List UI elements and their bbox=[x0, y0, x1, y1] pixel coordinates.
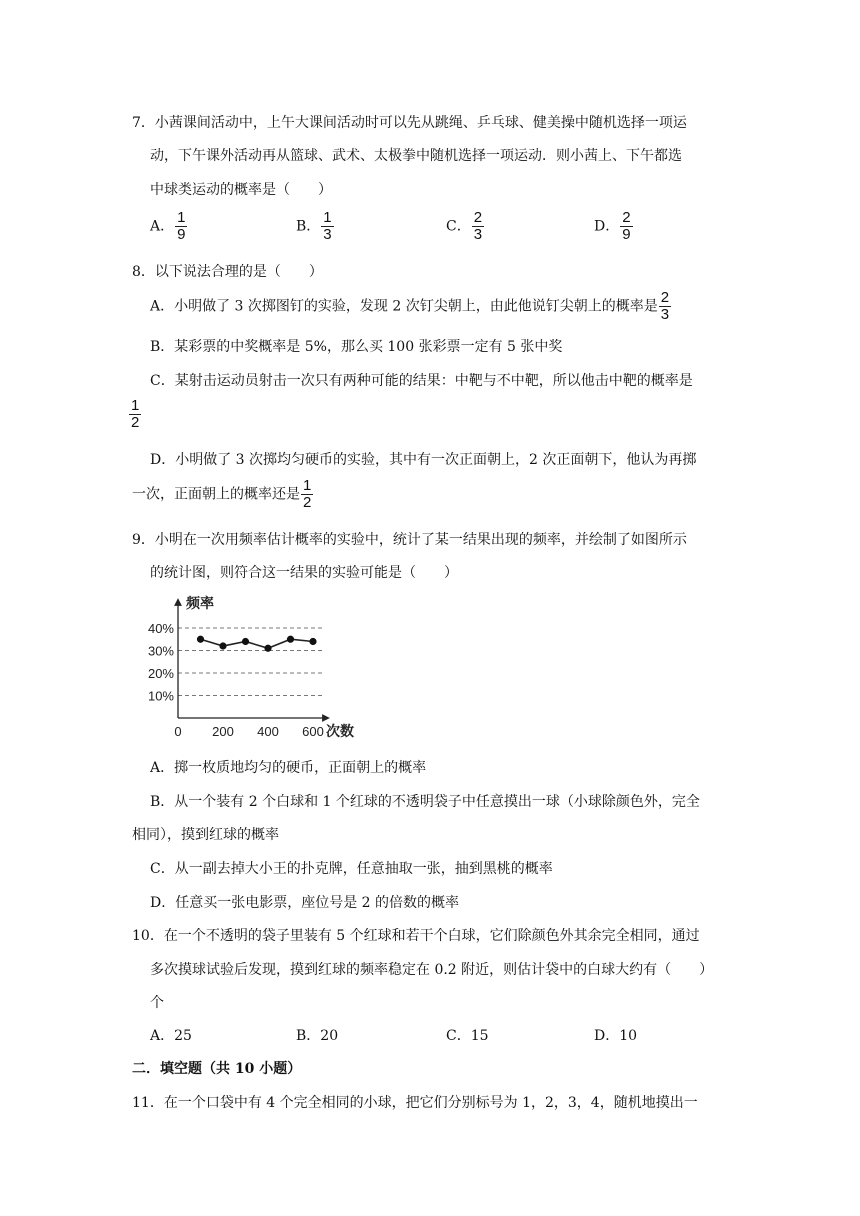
q9-line1: 9．小明在一次用频率估计概率的实验中，统计了某一结果出现的频率，并绘制了如图所示 bbox=[132, 532, 687, 548]
q10-option-d: D．10 bbox=[594, 1028, 638, 1044]
fraction: $\frac{1}{2}$ bbox=[131, 397, 140, 431]
q10-line2: 多次摸球试验后发现，摸到红球的频率稳定在 0.2 附近，则估计袋中的白球大约有（ ） bbox=[150, 962, 714, 978]
data-point bbox=[309, 638, 316, 645]
fraction: $\frac{1}{3}$ bbox=[323, 209, 332, 243]
y-axis-label: 频率 bbox=[186, 595, 214, 611]
q10-option-b: B．20 bbox=[296, 1028, 339, 1044]
q8-stem: 8．以下说法合理的是（ ） bbox=[132, 264, 323, 280]
q10-line3: 个 bbox=[150, 995, 164, 1011]
q8-option-c: C．某射击运动员射击一次只有两种可能的结果：中靶与不中靶，所以他击中靶的概率是 bbox=[150, 373, 693, 389]
fraction: $\frac{1}{2}$ bbox=[303, 477, 312, 511]
data-point bbox=[219, 642, 226, 649]
q9-option-c: C．从一副去掉大小王的扑克牌，任意抽取一张，抽到黑桃的概率 bbox=[150, 861, 553, 877]
x-tick-label: 200 bbox=[212, 724, 234, 739]
data-point bbox=[264, 645, 271, 652]
data-point bbox=[287, 636, 294, 643]
series-line bbox=[201, 639, 314, 648]
x-tick-label: 400 bbox=[257, 724, 279, 739]
q8-option-c-fraction bbox=[128, 398, 142, 431]
q7-line1: 7．小茜课间活动中，上午大课间活动时可以先从跳绳、乒乓球、健美操中随机选择一项运 bbox=[132, 115, 687, 131]
q7-option-b: B． $\frac{1}{3}$ bbox=[296, 209, 332, 243]
y-tick-label: 20% bbox=[147, 666, 174, 681]
q9-line2: 的统计图，则符合这一结果的实验可能是（ ） bbox=[150, 565, 458, 581]
x-axis-label: 次数 bbox=[326, 723, 354, 739]
q9-option-b-line2: 相同），摸到红球的概率 bbox=[132, 827, 279, 843]
fraction: $\frac{1}{9}$ bbox=[177, 209, 186, 243]
q10-option-a: A．25 bbox=[150, 1028, 192, 1044]
q11-line1: 11．在一个口袋中有 4 个完全相同的小球，把它们分别标号为 1，2，3，4，随机地摸出一 bbox=[132, 1095, 698, 1111]
q8-option-d-line1: D．小明做了 3 次掷均匀硬币的实验，其中有一次正面朝上，2 次正面朝下，他认为再掷 bbox=[150, 452, 697, 468]
data-point bbox=[197, 636, 204, 643]
q7-line2: 动，下午课外活动再从篮球、武术、太极拳中随机选择一项运动．则小茜上、下午都选 bbox=[150, 148, 682, 164]
data-point bbox=[242, 638, 249, 645]
q7-option-a: A． $\frac{1}{9}$ bbox=[150, 209, 186, 243]
frequency-line-chart bbox=[140, 590, 370, 750]
q7-line3: 中球类运动的概率是（ ） bbox=[150, 182, 332, 198]
q9-option-b-line1: B．从一个装有 2 个白球和 1 个红球的不透明袋子中任意摸出一球（小球除颜色外，完全 bbox=[150, 794, 700, 810]
q8-option-b: B．某彩票的中奖概率是 5%，那么买 100 张彩票一定有 5 张中奖 bbox=[150, 339, 563, 355]
y-tick-label: 40% bbox=[147, 621, 174, 636]
fraction: $\frac{2}{3}$ bbox=[660, 289, 670, 323]
fraction: $\frac{2}{9}$ bbox=[622, 209, 631, 243]
y-tick-label: 10% bbox=[147, 688, 174, 704]
q10-option-c: C．15 bbox=[446, 1028, 489, 1044]
q9-option-a: A．掷一枚质地均匀的硬币，正面朝上的概率 bbox=[150, 760, 427, 776]
q8-option-a: A．小明做了 3 次掷图钉的实验，发现 2 次钉尖朝上，由此他说钉尖朝上的概率是 $\frac{2}{3}$ bbox=[150, 289, 670, 323]
y-tick-label: 30% bbox=[147, 643, 174, 659]
q9-option-d: D．任意买一张电影票，座位号是 2 的倍数的概率 bbox=[150, 895, 460, 911]
q7-option-c: C． $\frac{2}{3}$ bbox=[446, 209, 483, 243]
fraction: $\frac{2}{3}$ bbox=[473, 209, 483, 243]
section-heading: 二．填空题（共 10 小题） bbox=[132, 1061, 302, 1077]
q8-option-d-line2: 一次，正面朝上的概率还是 $\frac{1}{2}$ bbox=[132, 477, 312, 511]
x-tick-label: 600 bbox=[302, 724, 324, 739]
q10-line1: 10．在一个不透明的袋子里装有 5 个红球和若干个白球，它们除颜色外其余完全相同，通过 bbox=[132, 928, 700, 944]
x-tick-label: 0 bbox=[174, 724, 182, 739]
q7-option-d: D． $\frac{2}{9}$ bbox=[594, 209, 631, 243]
